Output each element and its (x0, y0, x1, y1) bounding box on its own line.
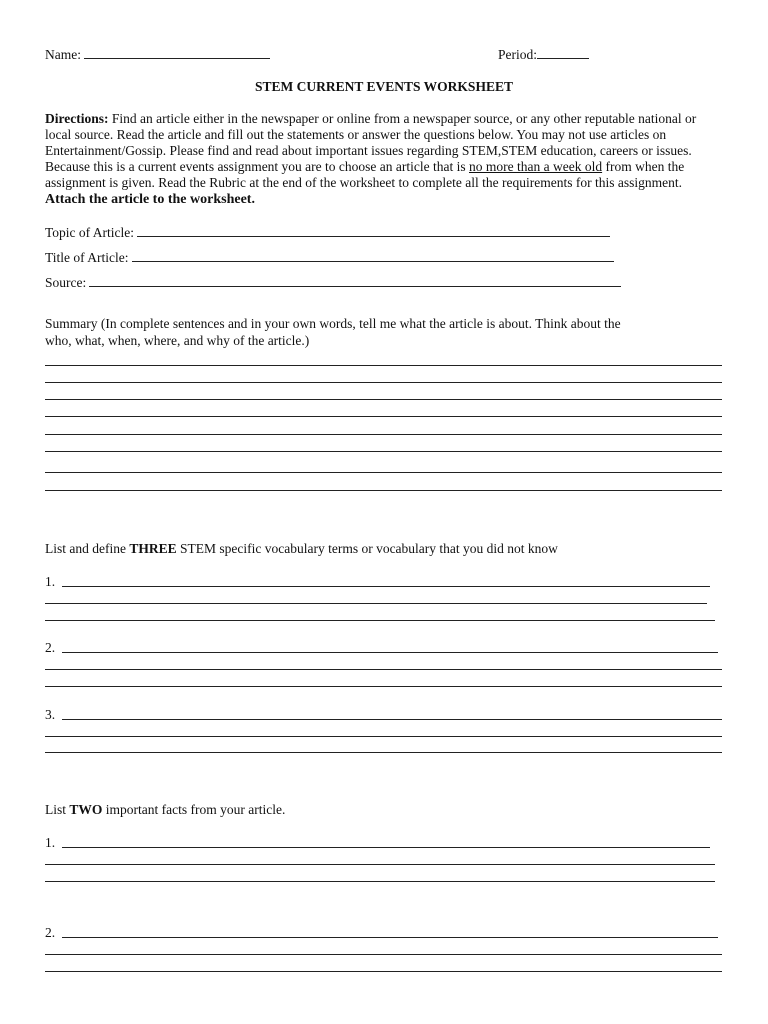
period-label: Period: (498, 47, 537, 62)
worksheet-title: STEM CURRENT EVENTS WORKSHEET (255, 79, 513, 94)
vocab-item-1-line[interactable] (62, 586, 710, 587)
vocab-prompt-text: List and define (45, 541, 126, 556)
fact-item-2-number: 2. (45, 925, 56, 940)
summary-answer-line[interactable] (45, 451, 722, 452)
vocab-item-1-number: 1. (45, 574, 56, 589)
summary-answer-line[interactable] (45, 472, 722, 473)
vocab-item-2-line[interactable] (45, 669, 722, 670)
name-line (45, 46, 270, 63)
directions-attach-note: Attach the article to the worksheet. (45, 192, 255, 207)
summary-answer-line[interactable] (45, 399, 722, 400)
vocab-item-3-line[interactable] (45, 752, 722, 753)
summary-prompt-line-1: Summary (In complete sentences and in your own words, tell me what the article is about. Think about the (45, 316, 621, 331)
directions-emphasis: no more than a week old (469, 159, 603, 174)
topic-label: Topic of Article: (45, 225, 135, 240)
summary-answer-line[interactable] (45, 416, 722, 417)
vocab-item-2-line[interactable] (62, 652, 718, 653)
fact-item-2-line[interactable] (45, 954, 722, 955)
topic-line (45, 224, 610, 241)
source-line (45, 274, 621, 291)
vocab-prompt-emphasis: THREE (129, 541, 177, 556)
vocab-item-3-line[interactable] (45, 736, 722, 737)
fact-item-1-number: 1. (45, 835, 56, 850)
name-blank[interactable] (84, 46, 270, 59)
fact-item-1-line[interactable] (45, 881, 715, 882)
period-blank[interactable] (537, 46, 589, 59)
vocab-item-3-line[interactable] (62, 719, 722, 720)
facts-prompt (45, 802, 285, 818)
title-label: Title of Article: (45, 250, 129, 265)
facts-prompt-emphasis: TWO (69, 802, 103, 817)
vocab-item-2-number: 2. (45, 640, 56, 655)
summary-answer-line[interactable] (45, 365, 722, 366)
fact-item-1-line[interactable] (45, 864, 715, 865)
vocab-prompt-text-2: STEM specific vocabulary terms or vocabulary that you did not know (180, 541, 558, 556)
facts-prompt-text: List (45, 802, 67, 817)
title-field[interactable] (132, 249, 614, 262)
summary-answer-line[interactable] (45, 382, 722, 383)
facts-prompt-text-2: important facts from your article. (105, 802, 286, 817)
vocab-item-1-line[interactable] (45, 620, 715, 621)
fact-item-1-line[interactable] (62, 847, 710, 848)
directions-paragraph (45, 111, 725, 208)
vocab-item-1-line[interactable] (45, 603, 707, 604)
topic-field[interactable] (137, 224, 610, 237)
vocab-prompt (45, 541, 558, 557)
vocab-item-2-line[interactable] (45, 686, 722, 687)
summary-prompt-line-2: who, what, when, where, and why of the article.) (45, 333, 310, 348)
summary-answer-line[interactable] (45, 490, 722, 491)
directions-text-2: from when the assignment is given. Read the Rubric at the end of the worksheet to complete all the requirements for this assignment. (45, 159, 685, 190)
name-label: Name: (45, 47, 81, 62)
period-line (498, 46, 589, 63)
summary-answer-line[interactable] (45, 434, 722, 435)
source-field[interactable] (89, 274, 621, 287)
title-line (45, 249, 614, 266)
fact-item-2-line[interactable] (45, 971, 722, 972)
fact-item-2-line[interactable] (62, 937, 718, 938)
source-label: Source: (45, 275, 87, 290)
directions-label: Directions: (45, 111, 109, 126)
directions-text: Find an article either in the newspaper or online from a newspaper source, or any other reputable national or local source. Read the article and fill out the statements or answer the questions below. You may not use articles on Entertainment/Gossip. Please find and read about important issues regarding STEM,STEM education, careers or issues. Because this is a current events assignment you are to choose an article that is (45, 111, 697, 174)
vocab-item-3-number: 3. (45, 707, 56, 722)
